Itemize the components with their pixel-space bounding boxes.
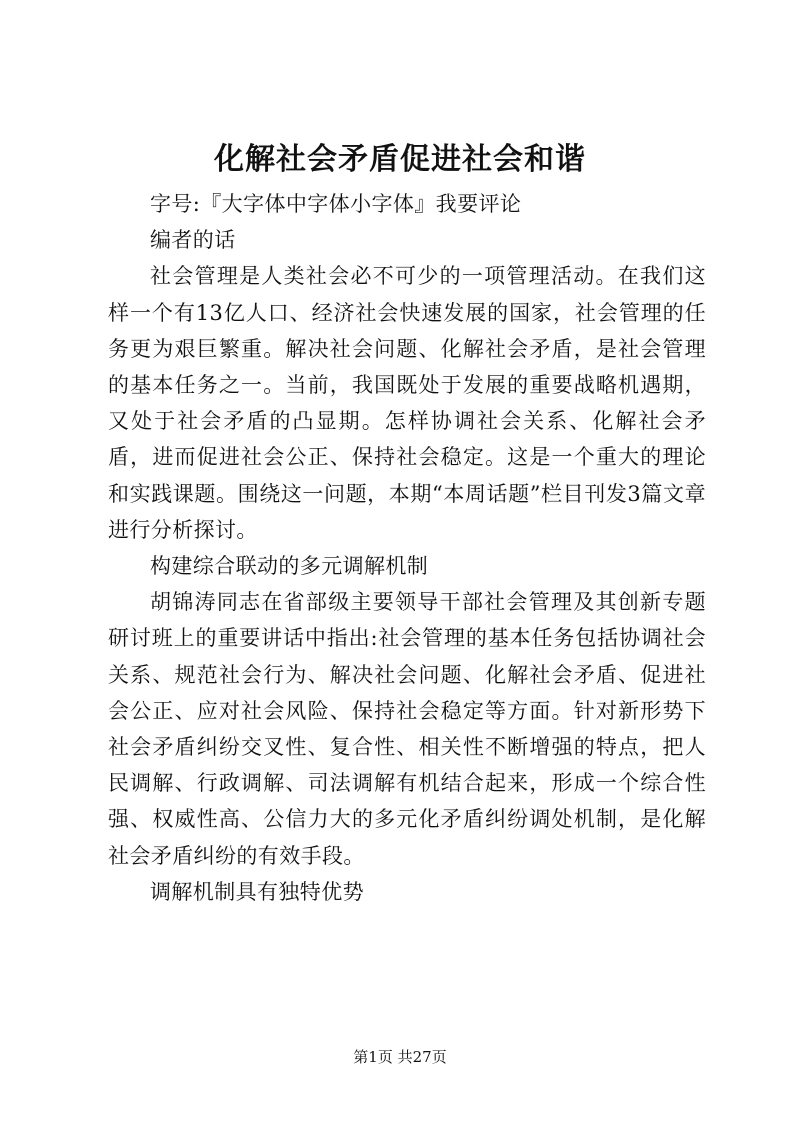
paragraph-section-heading-1: 构建综合联动的多元调解机制	[150, 554, 429, 579]
document-title: 化解社会矛盾促进社会和谐	[214, 142, 586, 177]
document-body	[108, 186, 706, 910]
paragraph-editor-note-heading: 编者的话	[150, 228, 236, 253]
paragraph-editor-note: 社会管理是人类社会必不可少的一项管理活动。在我们这样一个有13亿人口、经济社会快速发展的国家，社会管理的任务更为艰巨繁重。解决社会问题、化解社会矛盾，是社会管理的基本任务之一。当前，我国既处于发展的重要战略机遇期，又处于社会矛盾的凸显期。怎样协调社会关系、化解社会矛盾，进而促进社会公正、保持社会稳定。这是一个重大的理论和实践课题。围绕这一问题，本期“本周话题”栏目刊发3篇文章进行分析探讨。	[108, 264, 706, 542]
paragraph-font-size-options: 字号:『大字体中字体小字体』我要评论	[150, 192, 522, 216]
page-number: 第1页 共27页	[353, 1048, 447, 1066]
paragraph-section-heading-2: 调解机制具有独特优势	[150, 879, 364, 904]
paragraph-section-body-1: 胡锦涛同志在省部级主要领导干部社会管理及其创新专题研讨班上的重要讲话中指出:社会管理的基本任务包括协调社会关系、规范社会行为、解决社会问题、化解社会矛盾、促进社会公正、应对社会风险、保持社会稳定等方面。针对新形势下社会矛盾纠纷交叉性、复合性、相关性不断增强的特点，把人民调解、行政调解、司法调解有机结合起来，形成一个综合性强、权威性高、公信力大的多元化矛盾纠纷调处机制，是化解社会矛盾纠纷的有效手段。	[108, 590, 706, 868]
